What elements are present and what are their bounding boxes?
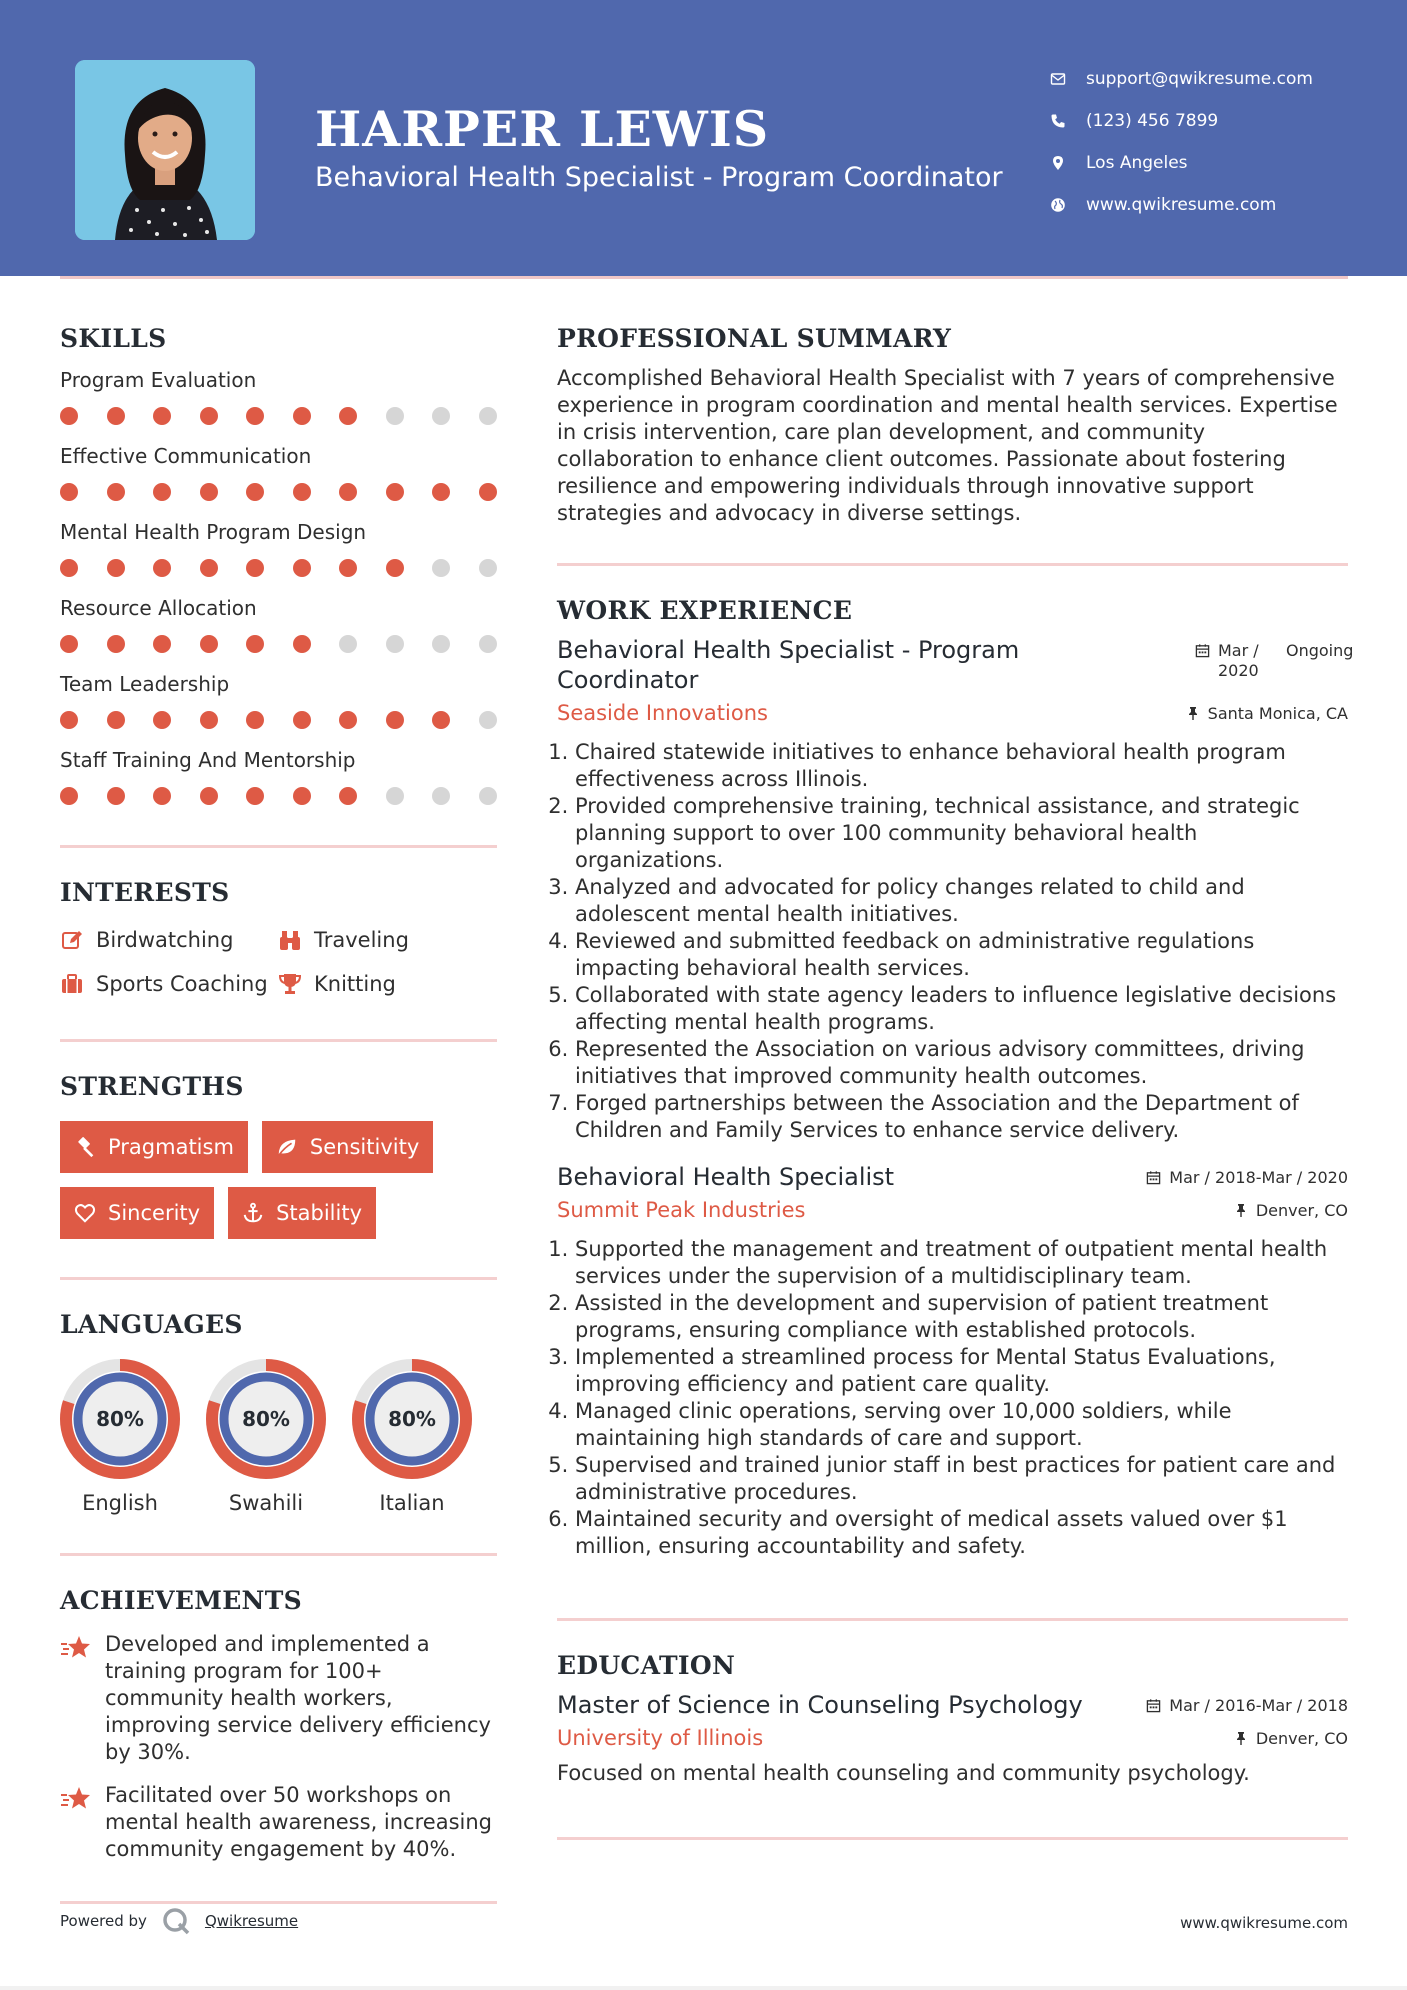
job-date-range: Mar / 2018-Mar / 2020 <box>1169 1167 1348 1187</box>
rating-dot-filled <box>153 407 171 425</box>
responsibility-item: 6. Represented the Association on various advisory committees, driving initiatives that improved community health outcomes. <box>575 1036 1348 1090</box>
rating-dot-filled <box>339 483 357 501</box>
rating-dot-filled <box>293 407 311 425</box>
rating-dot-filled <box>60 711 78 729</box>
briefcase-icon <box>60 972 96 996</box>
rating-dot-empty <box>432 407 450 425</box>
responsibility-item: 3. Analyzed and advocated for policy changes related to child and adolescent mental health initiatives. <box>575 874 1348 928</box>
responsibility-item: 6. Maintained security and oversight of medical assets valued over $1 million, ensuring accountability and safety. <box>575 1506 1348 1560</box>
powered-by <box>60 1906 298 1936</box>
skill-name: Effective Communication <box>60 444 312 468</box>
interest-label: Traveling <box>314 928 409 952</box>
achievements-heading: ACHIEVEMENTS <box>60 1586 302 1615</box>
candidate-name: HARPER LEWIS <box>315 100 770 158</box>
company-name: Seaside Innovations <box>557 701 768 725</box>
language-percent: 80% <box>388 1407 436 1431</box>
pushpin-icon <box>1234 1731 1248 1745</box>
rating-dot-filled <box>107 711 125 729</box>
rating-dot-filled <box>246 635 264 653</box>
right-column <box>557 320 1354 1840</box>
rating-dot-filled <box>153 711 171 729</box>
rating-dot-filled <box>386 559 404 577</box>
skill-rating <box>60 483 497 501</box>
rating-dot-filled <box>200 711 218 729</box>
rating-dot-filled <box>386 711 404 729</box>
rating-dot-empty <box>479 559 497 577</box>
contact-location-text: Los Angeles <box>1086 153 1188 173</box>
skill-name: Team Leadership <box>60 672 230 696</box>
rating-dot-filled <box>293 559 311 577</box>
rating-dot-filled <box>246 559 264 577</box>
rating-dot-filled <box>200 559 218 577</box>
brand-link[interactable]: Qwikresume <box>204 1912 299 1930</box>
achievement-text: Developed and implemented a training program for 100+ community health workers, improving service delivery efficiency by 30%. <box>105 1632 491 1764</box>
left-column <box>60 320 497 1904</box>
rating-dot-filled <box>246 483 264 501</box>
strength-tag <box>228 1187 376 1239</box>
qwikresume-logo-icon <box>161 1906 191 1936</box>
rating-dot-filled <box>153 559 171 577</box>
language-progress-ring <box>60 1359 180 1479</box>
rating-dot-filled <box>200 635 218 653</box>
interest-label: Sports Coaching <box>96 972 268 996</box>
rating-dot-empty <box>339 635 357 653</box>
header-divider <box>60 276 1348 279</box>
strengths-heading: STRENGTHS <box>60 1072 244 1101</box>
responsibility-item: 4. Reviewed and submitted feedback on administrative regulations impacting behavioral health services. <box>575 928 1348 982</box>
rating-dot-filled <box>200 787 218 805</box>
skill-item <box>60 595 497 653</box>
job-date-start: Mar / 2020 <box>1218 641 1259 680</box>
experience-heading: WORK EXPERIENCE <box>557 596 853 625</box>
rating-dot-filled <box>246 711 264 729</box>
education-location <box>1234 1729 1348 1748</box>
responsibility-item: 7. Forged partnerships between the Association and the Department of Children and Family Services to enhance service delivery. <box>575 1090 1348 1144</box>
responsibility-item: 3. Implemented a streamlined process for Mental Status Evaluations, improving efficiency and patient care quality. <box>575 1344 1348 1398</box>
rating-dot-filled <box>293 711 311 729</box>
languages-list <box>60 1359 497 1515</box>
rating-dot-filled <box>60 787 78 805</box>
rating-dot-filled <box>432 711 450 729</box>
education-entry <box>557 1690 1348 1787</box>
section-divider <box>557 1618 1348 1621</box>
achievement-text: Facilitated over 50 workshops on mental health awareness, increasing community engagement by 40%. <box>105 1783 492 1861</box>
job-entry <box>557 1162 1348 1560</box>
section-divider <box>557 563 1348 566</box>
responsibility-item: 4. Managed clinic operations, serving over 10,000 soldiers, while maintaining high standards of care and support. <box>575 1398 1348 1452</box>
strength-label: Stability <box>276 1201 363 1225</box>
job-title: Behavioral Health Specialist <box>557 1163 895 1191</box>
rating-dot-filled <box>339 787 357 805</box>
skill-rating <box>60 559 497 577</box>
skill-rating <box>60 407 497 425</box>
phone-icon <box>1050 113 1080 129</box>
strength-label: Pragmatism <box>108 1135 234 1159</box>
responsibility-item: 1. Supported the management and treatment of outpatient mental health services under the supervision of a multidisciplinary team. <box>575 1236 1348 1290</box>
rating-dot-empty <box>432 787 450 805</box>
language-name: Swahili <box>228 1491 304 1515</box>
language-progress-ring <box>352 1359 472 1479</box>
rating-dot-filled <box>60 483 78 501</box>
rating-dot-filled <box>200 407 218 425</box>
page-bottom-bar <box>0 1986 1407 1990</box>
skills-list <box>60 367 497 805</box>
globe-icon <box>1050 197 1080 213</box>
strength-label: Sincerity <box>108 1201 201 1225</box>
rating-dot-filled <box>246 407 264 425</box>
rating-dot-filled <box>60 407 78 425</box>
heart-icon <box>74 1202 96 1224</box>
rating-dot-empty <box>479 711 497 729</box>
job-date-end: Ongoing <box>1286 641 1354 660</box>
interest-item <box>278 925 478 955</box>
education-location-text: Denver, CO <box>1255 1728 1348 1748</box>
interest-item <box>60 969 278 999</box>
responsibility-item: 5. Supervised and trained junior staff in best practices for patient care and administrative procedures. <box>575 1452 1348 1506</box>
footer-url[interactable]: www.qwikresume.com <box>1180 1914 1348 1932</box>
calendar-icon <box>1146 1698 1161 1713</box>
section-divider <box>60 1039 497 1042</box>
rating-dot-empty <box>479 635 497 653</box>
language-progress-ring <box>206 1359 326 1479</box>
section-divider <box>60 845 497 848</box>
rating-dot-filled <box>153 483 171 501</box>
rating-dot-filled <box>200 483 218 501</box>
rating-dot-empty <box>386 407 404 425</box>
degree-title: Master of Science in Counseling Psychology <box>557 1691 1083 1719</box>
rating-dot-filled <box>107 407 125 425</box>
interest-item <box>278 969 478 999</box>
rating-dot-filled <box>107 483 125 501</box>
language-name: English <box>82 1491 158 1515</box>
achievement-item <box>60 1631 497 1766</box>
rating-dot-empty <box>479 407 497 425</box>
strengths-list <box>60 1121 497 1239</box>
rating-dot-empty <box>432 635 450 653</box>
rating-dot-filled <box>339 711 357 729</box>
skill-item <box>60 671 497 729</box>
interests-list <box>60 925 497 999</box>
rating-dot-empty <box>386 787 404 805</box>
strength-tag <box>262 1121 433 1173</box>
rating-dot-filled <box>246 787 264 805</box>
trophy-icon <box>278 972 314 996</box>
rating-dot-filled <box>432 483 450 501</box>
summary-text: Accomplished Behavioral Health Specialist with 7 years of comprehensive experience in program coordination and mental health services. Expertise in crisis intervention, care plan development, and community collaboration to enhance client outcomes. Passionate about fostering resilience and empowering individuals through innovative support strategies and advocacy in diverse settings. <box>557 366 1338 525</box>
company-name: Summit Peak Industries <box>557 1198 806 1222</box>
job-responsibilities <box>557 739 1348 1144</box>
education-date-range: Mar / 2016-Mar / 2018 <box>1169 1695 1348 1715</box>
contact-location <box>1050 142 1313 184</box>
star-icon <box>60 1631 105 1766</box>
interest-item <box>60 925 278 955</box>
job-dates <box>1146 1168 1348 1187</box>
job-location-text: Santa Monica, CA <box>1207 703 1348 723</box>
responsibility-item: 5. Collaborated with state agency leaders to influence legislative decisions affecting mental health programs. <box>575 982 1348 1036</box>
strength-tag <box>60 1187 214 1239</box>
skill-name: Staff Training And Mentorship <box>60 748 356 772</box>
languages-heading: LANGUAGES <box>60 1310 243 1339</box>
contact-email[interactable] <box>1050 58 1313 100</box>
language-item <box>206 1359 326 1515</box>
skill-item <box>60 747 497 805</box>
pushpin-icon <box>1186 706 1200 720</box>
calendar-icon <box>1146 1170 1161 1185</box>
rating-dot-filled <box>60 635 78 653</box>
rating-dot-filled <box>153 787 171 805</box>
skill-rating <box>60 711 497 729</box>
rating-dot-filled <box>293 635 311 653</box>
rating-dot-empty <box>432 559 450 577</box>
skill-rating <box>60 635 497 653</box>
language-percent: 80% <box>242 1407 290 1431</box>
contact-website-text: www.qwikresume.com <box>1086 195 1277 215</box>
leaf-icon <box>276 1136 298 1158</box>
summary-heading: PROFESSIONAL SUMMARY <box>557 324 952 353</box>
language-percent: 80% <box>96 1407 144 1431</box>
skill-name: Mental Health Program Design <box>60 520 367 544</box>
language-item <box>352 1359 472 1515</box>
rating-dot-filled <box>339 407 357 425</box>
section-divider <box>557 1837 1348 1840</box>
responsibility-item: 2. Provided comprehensive training, technical assistance, and strategic planning support to over 100 community behavioral health organizations. <box>575 793 1348 874</box>
star-icon <box>60 1782 105 1863</box>
rating-dot-filled <box>386 483 404 501</box>
contact-phone-text: (123) 456 7899 <box>1086 111 1219 131</box>
education-heading: EDUCATION <box>557 1651 736 1680</box>
calendar-icon <box>1195 643 1210 658</box>
edit-icon <box>60 928 96 952</box>
rating-dot-filled <box>107 635 125 653</box>
skill-name: Resource Allocation <box>60 596 257 620</box>
profile-photo <box>75 60 255 240</box>
job-responsibilities <box>557 1236 1348 1560</box>
skill-item <box>60 367 497 425</box>
skill-item <box>60 519 497 577</box>
rating-dot-filled <box>60 559 78 577</box>
contact-website[interactable] <box>1050 184 1313 226</box>
job-entry <box>557 635 1354 1144</box>
job-location <box>1234 1201 1348 1220</box>
pushpin-icon <box>1234 1203 1248 1217</box>
responsibility-item: 2. Assisted in the development and supervision of patient treatment programs, ensuring compliance with established protocols. <box>575 1290 1348 1344</box>
skills-heading: SKILLS <box>60 324 167 353</box>
rating-dot-filled <box>479 483 497 501</box>
language-name: Italian <box>379 1491 445 1515</box>
rating-dot-filled <box>339 559 357 577</box>
job-dates <box>1195 641 1354 695</box>
anchor-icon <box>242 1202 264 1224</box>
gavel-icon <box>74 1136 96 1158</box>
strength-label: Sensitivity <box>309 1135 420 1159</box>
job-location-text: Denver, CO <box>1255 1200 1348 1220</box>
resume-header <box>0 0 1407 276</box>
rating-dot-filled <box>107 787 125 805</box>
strength-tag <box>60 1121 248 1173</box>
job-title: Behavioral Health Specialist - Program Coordinator <box>557 636 1020 694</box>
section-divider <box>60 1553 497 1556</box>
envelope-icon <box>1050 71 1080 87</box>
binoculars-icon <box>278 928 314 952</box>
contact-list <box>1050 58 1313 226</box>
skill-name: Program Evaluation <box>60 368 257 392</box>
rating-dot-filled <box>293 787 311 805</box>
section-divider <box>60 1277 497 1280</box>
contact-email-text: support@qwikresume.com <box>1086 69 1313 89</box>
education-dates <box>1146 1696 1348 1715</box>
interests-heading: INTERESTS <box>60 878 230 907</box>
contact-phone[interactable] <box>1050 100 1313 142</box>
footer <box>60 1898 1348 1938</box>
responsibility-item: 1. Chaired statewide initiatives to enhance behavioral health program effectiveness across Illinois. <box>575 739 1348 793</box>
interest-label: Knitting <box>314 972 396 996</box>
interest-label: Birdwatching <box>96 928 234 952</box>
rating-dot-filled <box>153 635 171 653</box>
job-location <box>1186 704 1348 723</box>
rating-dot-empty <box>479 787 497 805</box>
achievement-item <box>60 1782 497 1863</box>
language-item <box>60 1359 180 1515</box>
skill-item <box>60 443 497 501</box>
education-description: Focused on mental health counseling and community psychology. <box>557 1761 1250 1785</box>
rating-dot-filled <box>107 559 125 577</box>
skill-rating <box>60 787 497 805</box>
map-pin-icon <box>1050 155 1080 171</box>
rating-dot-filled <box>293 483 311 501</box>
school-name: University of Illinois <box>557 1726 764 1750</box>
powered-by-label: Powered by <box>60 1912 147 1930</box>
candidate-title: Behavioral Health Specialist - Program Coordinator <box>315 162 1003 193</box>
rating-dot-empty <box>386 635 404 653</box>
